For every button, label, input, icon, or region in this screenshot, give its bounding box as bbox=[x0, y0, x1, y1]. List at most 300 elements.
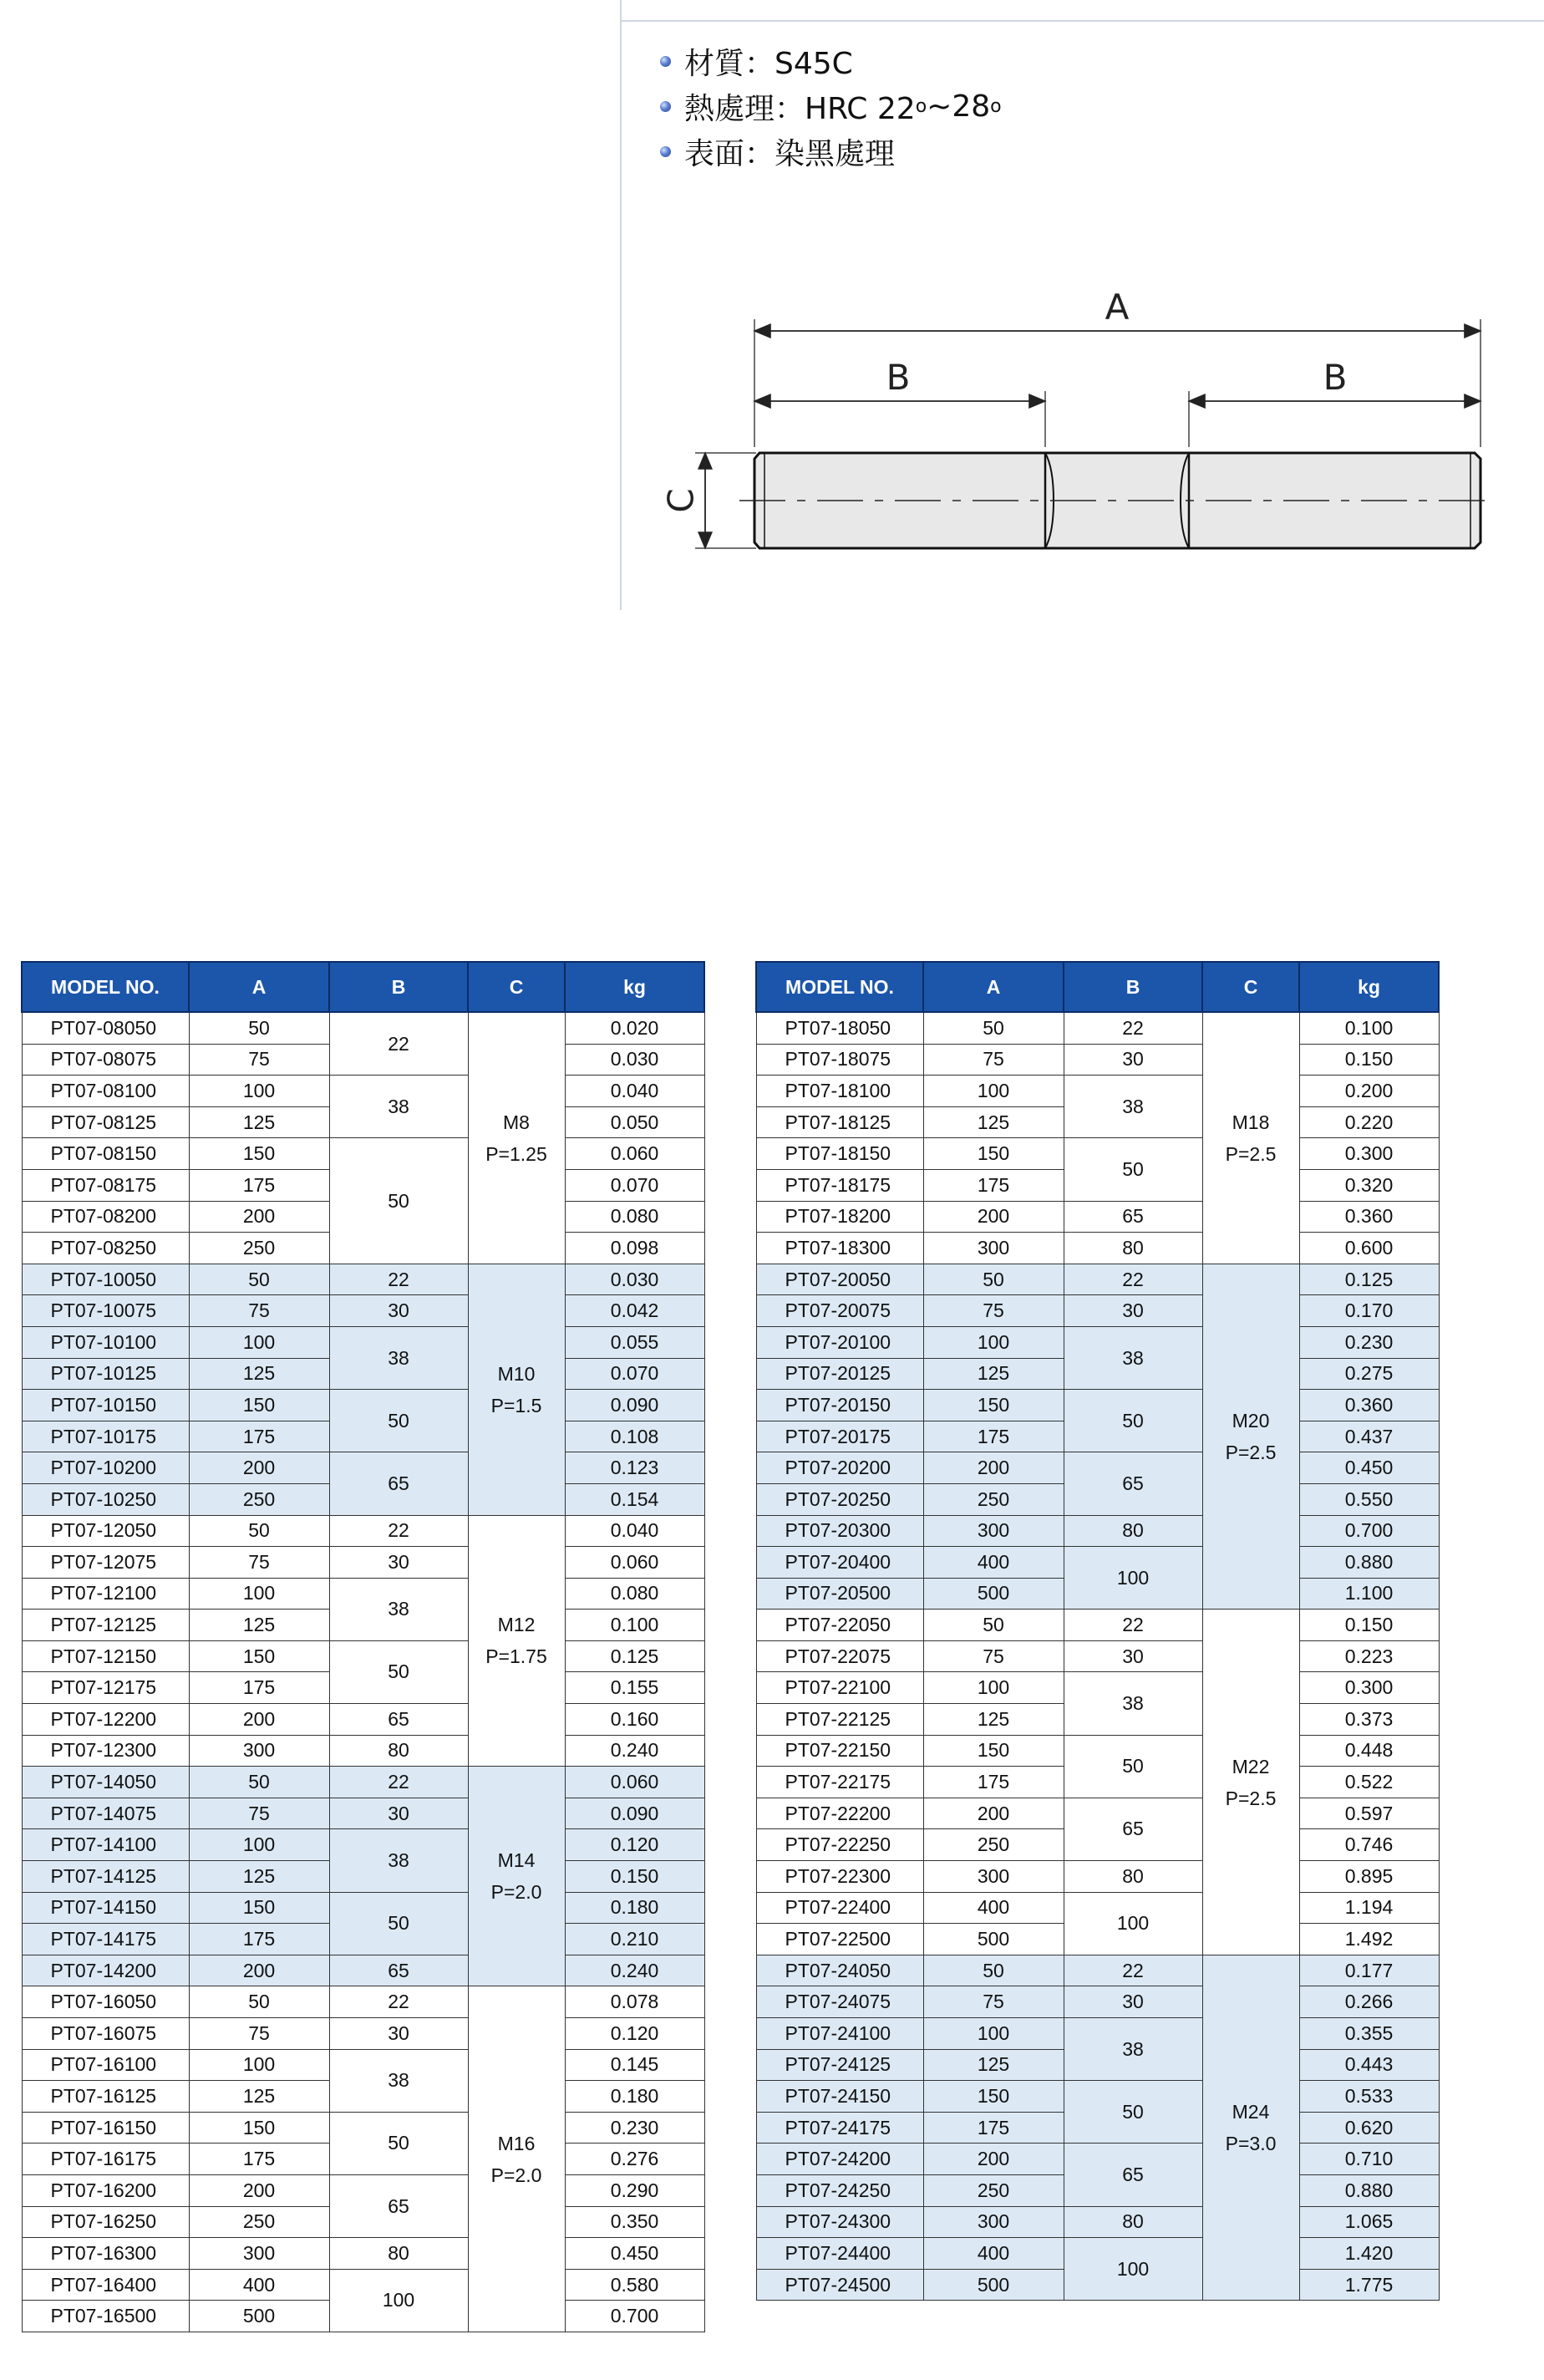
thread-pitch: P=1.25 bbox=[485, 1142, 547, 1165]
b-cell: 100 bbox=[1064, 1547, 1202, 1610]
kg-cell: 0.177 bbox=[1299, 1955, 1439, 1986]
thread-size: M16 bbox=[497, 2132, 536, 2154]
a-cell: 400 bbox=[923, 1892, 1064, 1924]
table-row bbox=[756, 1452, 1439, 1484]
model-cell: PT07-24400 bbox=[756, 2238, 923, 2270]
model-cell: PT07-08050 bbox=[22, 1012, 189, 1044]
model-cell: PT07-10100 bbox=[22, 1326, 189, 1358]
b-cell: 50 bbox=[329, 1640, 468, 1703]
spec-heat-treatment bbox=[660, 84, 1002, 129]
kg-cell: 0.533 bbox=[1299, 2081, 1439, 2113]
c-cell bbox=[468, 1767, 565, 1986]
b-cell: 30 bbox=[329, 1295, 468, 1327]
a-cell: 175 bbox=[189, 1421, 329, 1452]
kg-cell: 0.522 bbox=[1299, 1767, 1439, 1798]
a-cell: 175 bbox=[923, 2112, 1064, 2144]
model-cell: PT07-20150 bbox=[756, 1390, 923, 1421]
b-cell: 80 bbox=[1064, 1861, 1202, 1893]
table-row bbox=[756, 1295, 1439, 1327]
stud-bolt-drawing bbox=[652, 267, 1504, 568]
thread-pitch: P=2.5 bbox=[1225, 1442, 1277, 1464]
a-cell: 200 bbox=[189, 1955, 329, 1986]
model-cell: PT07-18050 bbox=[756, 1012, 923, 1044]
model-cell: PT07-24175 bbox=[756, 2112, 923, 2144]
a-cell: 200 bbox=[923, 1452, 1064, 1484]
model-cell: PT07-16500 bbox=[22, 2301, 189, 2332]
header-model: MODEL NO. bbox=[22, 962, 189, 1012]
model-cell: PT07-14125 bbox=[22, 1861, 189, 1893]
a-cell: 100 bbox=[923, 1672, 1064, 1704]
thread-size: M20 bbox=[1232, 1410, 1270, 1432]
b-cell: 80 bbox=[1064, 1233, 1202, 1264]
table-row bbox=[756, 1955, 1439, 1986]
model-cell: PT07-16200 bbox=[22, 2174, 189, 2206]
spec-surface-text: 表面：染黑處理 bbox=[684, 136, 896, 171]
model-cell: PT07-20500 bbox=[756, 1578, 923, 1610]
thread-pitch: P=2.0 bbox=[490, 2164, 542, 2186]
kg-cell: 0.240 bbox=[565, 1735, 704, 1767]
table-row bbox=[22, 1326, 704, 1358]
model-cell: PT07-18150 bbox=[756, 1138, 923, 1170]
model-cell: PT07-20400 bbox=[756, 1547, 923, 1579]
dimension-label-a: A bbox=[1105, 287, 1130, 328]
model-cell: PT07-22050 bbox=[756, 1610, 923, 1641]
kg-cell: 0.180 bbox=[565, 2081, 704, 2113]
header-b: B bbox=[329, 962, 468, 1012]
b-cell: 65 bbox=[329, 1452, 468, 1515]
b-cell: 38 bbox=[329, 1578, 468, 1640]
header-kg: kg bbox=[1299, 962, 1439, 1012]
table-row bbox=[756, 1201, 1439, 1233]
kg-cell: 0.070 bbox=[565, 1169, 704, 1201]
a-cell: 100 bbox=[189, 1829, 329, 1861]
kg-cell: 0.275 bbox=[1299, 1358, 1439, 1390]
table-row bbox=[756, 2144, 1439, 2175]
a-cell: 175 bbox=[189, 1169, 329, 1201]
b-cell: 65 bbox=[1064, 2144, 1202, 2206]
header-kg: kg bbox=[565, 962, 704, 1012]
b-cell: 22 bbox=[1064, 1955, 1202, 1986]
a-cell: 300 bbox=[189, 2238, 329, 2270]
thread-size: M14 bbox=[497, 1849, 536, 1872]
model-cell: PT07-20300 bbox=[756, 1515, 923, 1547]
a-cell: 100 bbox=[189, 1326, 329, 1358]
header-b: B bbox=[1064, 962, 1202, 1012]
b-cell: 22 bbox=[329, 1767, 468, 1798]
table-row bbox=[756, 1515, 1439, 1547]
model-cell: PT07-10075 bbox=[22, 1295, 189, 1327]
kg-cell: 1.420 bbox=[1299, 2238, 1439, 2270]
a-cell: 400 bbox=[189, 2269, 329, 2301]
table-row bbox=[756, 1138, 1439, 1170]
thread-size: M18 bbox=[1232, 1111, 1270, 1133]
table-row bbox=[756, 1798, 1439, 1829]
a-cell: 500 bbox=[923, 1924, 1064, 1955]
thread-size: M12 bbox=[497, 1614, 536, 1636]
kg-cell: 0.580 bbox=[565, 2269, 704, 2301]
model-cell: PT07-22500 bbox=[756, 1924, 923, 1955]
a-cell: 200 bbox=[923, 2144, 1064, 2175]
model-cell: PT07-16400 bbox=[22, 2269, 189, 2301]
kg-cell: 1.065 bbox=[1299, 2206, 1439, 2238]
kg-cell: 0.220 bbox=[1299, 1106, 1439, 1138]
table-row bbox=[22, 1264, 704, 1295]
model-cell: PT07-12175 bbox=[22, 1672, 189, 1704]
b-cell: 65 bbox=[329, 1704, 468, 1736]
table-row bbox=[22, 1704, 704, 1736]
c-cell bbox=[1202, 1955, 1299, 2301]
header-c: C bbox=[1202, 962, 1299, 1012]
b-cell: 80 bbox=[329, 2238, 468, 2270]
table-row bbox=[22, 1578, 704, 1610]
model-cell: PT07-16075 bbox=[22, 2018, 189, 2050]
degree-mark: o bbox=[990, 95, 1002, 117]
model-cell: PT07-10050 bbox=[22, 1264, 189, 1295]
a-cell: 75 bbox=[189, 1295, 329, 1327]
kg-cell: 0.170 bbox=[1299, 1295, 1439, 1327]
thread-size: M24 bbox=[1232, 2101, 1270, 2123]
kg-cell: 0.223 bbox=[1299, 1640, 1439, 1672]
b-cell: 22 bbox=[1064, 1264, 1202, 1295]
a-cell: 150 bbox=[189, 1892, 329, 1924]
kg-cell: 0.150 bbox=[565, 1861, 704, 1893]
model-cell: PT07-12075 bbox=[22, 1547, 189, 1579]
kg-cell: 0.040 bbox=[565, 1515, 704, 1547]
model-cell: PT07-20075 bbox=[756, 1295, 923, 1327]
model-cell: PT07-14150 bbox=[22, 1892, 189, 1924]
kg-cell: 0.450 bbox=[1299, 1452, 1439, 1484]
a-cell: 300 bbox=[923, 2206, 1064, 2238]
kg-cell: 1.100 bbox=[1299, 1578, 1439, 1610]
bullet-icon bbox=[660, 101, 671, 112]
table-row bbox=[756, 1640, 1439, 1672]
kg-cell: 0.125 bbox=[1299, 1264, 1439, 1295]
table-row bbox=[22, 2238, 704, 2270]
table-row bbox=[22, 1767, 704, 1798]
a-cell: 50 bbox=[189, 1264, 329, 1295]
kg-cell: 0.080 bbox=[565, 1578, 704, 1610]
a-cell: 200 bbox=[923, 1798, 1064, 1829]
model-cell: PT07-12150 bbox=[22, 1640, 189, 1672]
kg-cell: 0.070 bbox=[565, 1358, 704, 1390]
kg-cell: 0.160 bbox=[565, 1704, 704, 1736]
kg-cell: 0.597 bbox=[1299, 1798, 1439, 1829]
model-cell: PT07-16300 bbox=[22, 2238, 189, 2270]
kg-cell: 1.492 bbox=[1299, 1924, 1439, 1955]
table-row bbox=[756, 1264, 1439, 1295]
a-cell: 175 bbox=[923, 1421, 1064, 1452]
table-row bbox=[22, 1012, 704, 1044]
kg-cell: 0.600 bbox=[1299, 1233, 1439, 1264]
b-cell: 100 bbox=[1064, 2238, 1202, 2301]
a-cell: 50 bbox=[923, 1012, 1064, 1044]
spec-table-left bbox=[21, 961, 705, 2332]
kg-cell: 0.090 bbox=[565, 1390, 704, 1421]
a-cell: 50 bbox=[189, 1767, 329, 1798]
a-cell: 150 bbox=[923, 1735, 1064, 1767]
b-cell: 100 bbox=[1064, 1892, 1202, 1955]
table-row bbox=[756, 1861, 1439, 1893]
a-cell: 50 bbox=[923, 1955, 1064, 1986]
a-cell: 100 bbox=[923, 2018, 1064, 2050]
b-cell: 38 bbox=[329, 1326, 468, 1389]
model-cell: PT07-18300 bbox=[756, 1233, 923, 1264]
model-cell: PT07-10125 bbox=[22, 1358, 189, 1390]
a-cell: 175 bbox=[189, 1924, 329, 1955]
model-cell: PT07-22175 bbox=[756, 1767, 923, 1798]
model-cell: PT07-22200 bbox=[756, 1798, 923, 1829]
a-cell: 75 bbox=[923, 1640, 1064, 1672]
kg-cell: 0.100 bbox=[565, 1610, 704, 1641]
kg-cell: 0.290 bbox=[565, 2174, 704, 2206]
table-row bbox=[22, 1986, 704, 2018]
a-cell: 150 bbox=[189, 1640, 329, 1672]
table-body-left bbox=[22, 1012, 704, 2332]
kg-cell: 0.150 bbox=[1299, 1610, 1439, 1641]
kg-cell: 0.180 bbox=[565, 1892, 704, 1924]
kg-cell: 0.700 bbox=[1299, 1515, 1439, 1547]
thread-size: M10 bbox=[497, 1362, 536, 1385]
thread-pitch: P=3.0 bbox=[1225, 2133, 1277, 2155]
a-cell: 200 bbox=[189, 1201, 329, 1233]
kg-cell: 0.880 bbox=[1299, 1547, 1439, 1579]
degree-mark: o bbox=[915, 95, 927, 117]
model-cell: PT07-24075 bbox=[756, 1986, 923, 2018]
model-cell: PT07-08175 bbox=[22, 1169, 189, 1201]
model-cell: PT07-12050 bbox=[22, 1515, 189, 1547]
model-cell: PT07-12200 bbox=[22, 1704, 189, 1736]
b-cell: 65 bbox=[1064, 1798, 1202, 1860]
kg-cell: 0.700 bbox=[565, 2301, 704, 2332]
b-cell: 50 bbox=[329, 1892, 468, 1955]
a-cell: 100 bbox=[189, 1076, 329, 1107]
table-row bbox=[22, 1452, 704, 1484]
table-row bbox=[22, 1547, 704, 1579]
header-a: A bbox=[923, 962, 1064, 1012]
a-cell: 125 bbox=[189, 1106, 329, 1138]
kg-cell: 0.448 bbox=[1299, 1735, 1439, 1767]
model-cell: PT07-10175 bbox=[22, 1421, 189, 1452]
kg-cell: 0.300 bbox=[1299, 1672, 1439, 1704]
model-cell: PT07-24250 bbox=[756, 2174, 923, 2206]
model-cell: PT07-24100 bbox=[756, 2018, 923, 2050]
model-cell: PT07-24300 bbox=[756, 2206, 923, 2238]
bullet-icon bbox=[660, 56, 671, 67]
b-cell: 30 bbox=[329, 1547, 468, 1579]
table-row bbox=[22, 2049, 704, 2081]
kg-cell: 0.125 bbox=[565, 1640, 704, 1672]
table-row bbox=[756, 1044, 1439, 1076]
kg-cell: 0.320 bbox=[1299, 1169, 1439, 1201]
model-cell: PT07-10150 bbox=[22, 1390, 189, 1421]
model-cell: PT07-14075 bbox=[22, 1798, 189, 1829]
a-cell: 75 bbox=[189, 2018, 329, 2050]
b-cell: 22 bbox=[329, 1012, 468, 1076]
model-cell: PT07-16250 bbox=[22, 2206, 189, 2238]
model-cell: PT07-22150 bbox=[756, 1735, 923, 1767]
b-cell: 30 bbox=[329, 2018, 468, 2050]
header-c: C bbox=[468, 962, 565, 1012]
kg-cell: 0.060 bbox=[565, 1767, 704, 1798]
b-cell: 38 bbox=[329, 1076, 468, 1138]
a-cell: 150 bbox=[189, 2112, 329, 2144]
model-cell: PT07-14175 bbox=[22, 1924, 189, 1955]
a-cell: 75 bbox=[189, 1547, 329, 1579]
thread-size: M8 bbox=[503, 1111, 530, 1133]
b-cell: 80 bbox=[1064, 2206, 1202, 2238]
b-cell: 30 bbox=[1064, 1986, 1202, 2018]
model-cell: PT07-12100 bbox=[22, 1578, 189, 1610]
model-cell: PT07-12125 bbox=[22, 1610, 189, 1641]
model-cell: PT07-16125 bbox=[22, 2081, 189, 2113]
b-cell: 50 bbox=[329, 2112, 468, 2174]
kg-cell: 0.266 bbox=[1299, 1986, 1439, 2018]
model-cell: PT07-16150 bbox=[22, 2112, 189, 2144]
dimension-label-b-left: B bbox=[886, 357, 911, 398]
a-cell: 125 bbox=[923, 1358, 1064, 1390]
a-cell: 50 bbox=[923, 1264, 1064, 1295]
model-cell: PT07-24500 bbox=[756, 2269, 923, 2301]
thread-pitch: P=1.5 bbox=[490, 1394, 542, 1416]
a-cell: 75 bbox=[189, 1044, 329, 1076]
kg-cell: 0.100 bbox=[1299, 1012, 1439, 1044]
b-cell: 30 bbox=[1064, 1640, 1202, 1672]
b-cell: 22 bbox=[1064, 1610, 1202, 1641]
a-cell: 250 bbox=[923, 1483, 1064, 1515]
a-cell: 125 bbox=[923, 1106, 1064, 1138]
b-cell: 22 bbox=[329, 1515, 468, 1547]
a-cell: 250 bbox=[189, 1233, 329, 1264]
a-cell: 50 bbox=[189, 1986, 329, 2018]
model-cell: PT07-14100 bbox=[22, 1829, 189, 1861]
kg-cell: 0.042 bbox=[565, 1295, 704, 1327]
horizontal-divider bbox=[622, 20, 1544, 22]
table-row bbox=[756, 1012, 1439, 1044]
kg-cell: 0.240 bbox=[565, 1955, 704, 1986]
bullet-icon bbox=[660, 146, 671, 157]
b-cell: 22 bbox=[1064, 1012, 1202, 1044]
model-cell: PT07-18075 bbox=[756, 1044, 923, 1076]
kg-cell: 0.230 bbox=[565, 2112, 704, 2144]
kg-cell: 0.155 bbox=[565, 1672, 704, 1704]
b-cell: 50 bbox=[1064, 1390, 1202, 1452]
a-cell: 100 bbox=[189, 2049, 329, 2081]
kg-cell: 0.060 bbox=[565, 1547, 704, 1579]
model-cell: PT07-24125 bbox=[756, 2049, 923, 2081]
model-cell: PT07-22400 bbox=[756, 1892, 923, 1924]
model-cell: PT07-18200 bbox=[756, 1201, 923, 1233]
b-cell: 38 bbox=[1064, 2018, 1202, 2081]
a-cell: 200 bbox=[923, 1201, 1064, 1233]
thread-pitch: P=1.75 bbox=[485, 1645, 547, 1668]
model-cell: PT07-20175 bbox=[756, 1421, 923, 1452]
a-cell: 300 bbox=[923, 1233, 1064, 1264]
kg-cell: 0.350 bbox=[565, 2206, 704, 2238]
kg-cell: 0.450 bbox=[565, 2238, 704, 2270]
kg-cell: 0.060 bbox=[565, 1138, 704, 1170]
kg-cell: 0.090 bbox=[565, 1798, 704, 1829]
table-row bbox=[22, 2174, 704, 2206]
b-cell: 50 bbox=[329, 1390, 468, 1452]
b-cell: 80 bbox=[329, 1735, 468, 1767]
table-row bbox=[756, 2081, 1439, 2113]
table-row bbox=[22, 2112, 704, 2144]
c-cell bbox=[468, 1986, 565, 2332]
kg-cell: 0.120 bbox=[565, 2018, 704, 2050]
kg-cell: 0.210 bbox=[565, 1924, 704, 1955]
model-cell: PT07-08250 bbox=[22, 1233, 189, 1264]
table-row bbox=[22, 1892, 704, 1924]
kg-cell: 0.437 bbox=[1299, 1421, 1439, 1452]
kg-cell: 0.746 bbox=[1299, 1829, 1439, 1861]
table-row bbox=[22, 1295, 704, 1327]
kg-cell: 0.360 bbox=[1299, 1201, 1439, 1233]
a-cell: 125 bbox=[923, 1704, 1064, 1736]
table-row bbox=[756, 1735, 1439, 1767]
model-cell: PT07-08125 bbox=[22, 1106, 189, 1138]
table-row bbox=[22, 1798, 704, 1829]
b-cell: 22 bbox=[329, 1986, 468, 2018]
table-row bbox=[22, 1735, 704, 1767]
model-cell: PT07-24150 bbox=[756, 2081, 923, 2113]
dimension-label-c: C bbox=[660, 488, 702, 513]
a-cell: 300 bbox=[189, 1735, 329, 1767]
header-model: MODEL NO. bbox=[756, 962, 923, 1012]
table-header-row bbox=[756, 962, 1439, 1012]
table-row bbox=[756, 1390, 1439, 1421]
a-cell: 175 bbox=[189, 2144, 329, 2175]
a-cell: 250 bbox=[189, 1483, 329, 1515]
b-cell: 65 bbox=[1064, 1201, 1202, 1233]
a-cell: 75 bbox=[189, 1798, 329, 1829]
kg-cell: 0.620 bbox=[1299, 2112, 1439, 2144]
b-cell: 65 bbox=[329, 1955, 468, 1986]
a-cell: 250 bbox=[923, 1829, 1064, 1861]
table-row bbox=[22, 1829, 704, 1861]
c-cell bbox=[468, 1515, 565, 1767]
a-cell: 75 bbox=[923, 1986, 1064, 2018]
b-cell: 38 bbox=[329, 2049, 468, 2112]
a-cell: 175 bbox=[189, 1672, 329, 1704]
kg-cell: 0.145 bbox=[565, 2049, 704, 2081]
a-cell: 300 bbox=[923, 1515, 1064, 1547]
model-cell: PT07-14050 bbox=[22, 1767, 189, 1798]
a-cell: 500 bbox=[923, 2269, 1064, 2301]
table-row bbox=[756, 1326, 1439, 1358]
a-cell: 300 bbox=[923, 1861, 1064, 1893]
a-cell: 200 bbox=[189, 1704, 329, 1736]
a-cell: 250 bbox=[923, 2174, 1064, 2206]
a-cell: 150 bbox=[923, 1390, 1064, 1421]
b-cell: 38 bbox=[1064, 1326, 1202, 1389]
header-a: A bbox=[189, 962, 329, 1012]
model-cell: PT07-22250 bbox=[756, 1829, 923, 1861]
b-cell: 50 bbox=[329, 1138, 468, 1264]
kg-cell: 0.080 bbox=[565, 1201, 704, 1233]
table-row bbox=[22, 2018, 704, 2050]
a-cell: 400 bbox=[923, 1547, 1064, 1579]
b-cell: 30 bbox=[1064, 1295, 1202, 1327]
table-row bbox=[22, 1076, 704, 1107]
model-cell: PT07-22075 bbox=[756, 1640, 923, 1672]
spec-material bbox=[660, 38, 1002, 84]
kg-cell: 0.200 bbox=[1299, 1076, 1439, 1107]
model-cell: PT07-08075 bbox=[22, 1044, 189, 1076]
table-row bbox=[22, 1138, 704, 1170]
a-cell: 75 bbox=[923, 1295, 1064, 1327]
model-cell: PT07-20100 bbox=[756, 1326, 923, 1358]
model-cell: PT07-08100 bbox=[22, 1076, 189, 1107]
